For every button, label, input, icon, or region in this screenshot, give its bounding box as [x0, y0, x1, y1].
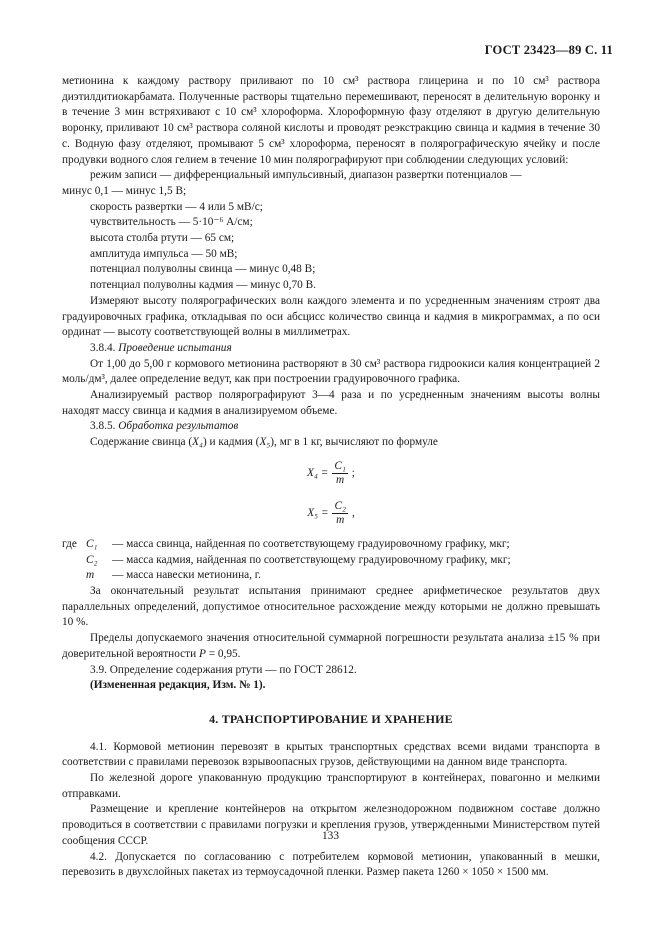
definition-row [62, 553, 600, 569]
definition-symbol: C₁ [86, 537, 98, 550]
condition-item: чувствительность — 5·10⁻⁶ А/см; [90, 216, 253, 229]
symbol: X₄ [192, 436, 203, 449]
condition-item: потенциал полуволны кадмия — минус 0,70 В. [90, 279, 316, 292]
text-run: = 0,95. [205, 647, 241, 660]
definition-row [62, 568, 600, 584]
subsection-heading [62, 419, 600, 435]
fraction-numerator: C₂ [334, 500, 346, 513]
formula-x4 [62, 457, 600, 491]
condition-item: потенциал полуволны свинца — минус 0,48 В; [90, 263, 316, 276]
condition-item: скорость развертки — 4 или 5 мВ/с; [90, 200, 263, 213]
page-content [62, 74, 600, 881]
paragraph: Анализируемый раствор полярографируют 3—4 раза и по усредненным значениям высоты волны находят массу свинца и кадмия в анализируемом объеме. [62, 389, 600, 417]
paragraph [62, 631, 600, 662]
paragraph: От 1,00 до 5,00 г кормового метионина растворяют в 30 см³ раствора гидроокиси калия концентрацией 2 моль/дм³, далее определение ведут, как при построении градуировочного графика. [62, 357, 600, 386]
definition-symbol: C₂ [86, 553, 98, 566]
fraction [332, 500, 347, 527]
subsection-title: Обработка результатов [118, 420, 239, 433]
definition-text: — масса навески метионина, г. [112, 569, 261, 582]
formula-punctuation: , [351, 507, 355, 520]
subsection-number: 3.8.4. [90, 341, 116, 354]
definition-text: — масса свинца, найденная по соответствующему градуировочному графику, мкг; [112, 537, 510, 550]
definition-label: где [62, 537, 77, 550]
definition-text: — масса кадмия, найденная по соответствующему градуировочному графику, мкг; [112, 553, 511, 566]
fraction-denominator: m [335, 474, 345, 487]
definition-row [62, 537, 600, 553]
subsection-title: Проведение испытания [118, 341, 232, 354]
condition-item: амплитуда импульса — 50 мВ; [90, 247, 238, 260]
condition-item: режим записи — дифференциальный импульсивный, диапазон развертки потенциалов — [90, 169, 522, 182]
paragraph: За окончательный результат испытания принимают среднее арифметическое результатов двух параллельных определений, допустимое относительное расхождение между которыми не должно превышать 10 %. [62, 584, 600, 629]
text-run: ) и кадмия ( [202, 436, 260, 449]
condition-item-continued: минус 0,1 — минус 1,5 В; [62, 184, 187, 197]
fraction [332, 460, 347, 487]
symbol: X₅ [259, 436, 271, 449]
paragraph [62, 435, 600, 451]
fraction-denominator: m [336, 514, 345, 527]
symbol: P [198, 647, 206, 660]
paragraph: 3.9. Определение содержания ртути — по ГОСТ 28612. [90, 663, 357, 676]
paragraph: Измеряют высоту полярографических волн каждого элемента и по усредненным значениям строят два градуировочных графика, откладывая по оси абсцисс количество свинца и кадмия в микрограммах, а по оси ординат — высоту соответствующей волны в миллиметрах. [62, 294, 600, 339]
formula-lhs: X₄ = [307, 467, 329, 480]
text-run: Пределы допускаемого значения относительной суммарной погрешности результата анализа ±15 % при доверительной вероятности [62, 632, 600, 660]
subsection-number: 3.8.5. [90, 420, 116, 433]
paragraph: 4.1. Кормовой метионин перевозят в крытых транспортных средствах всеми видами транспорта в соответствии с правилами перевозок взрывоопасных грузов, действующими на данном виде транспорта. [62, 740, 600, 769]
page-header: ГОСТ 23423—89 С. 11 [484, 43, 613, 57]
paragraph: Размещение и крепление контейнеров на открытом железнодорожном подвижном составе должно проводиться в соответствии с правилами погрузки и крепления грузов, утвержденными Министерством путей сообщения СССР. [62, 803, 600, 847]
formula-x5 [62, 497, 600, 531]
paragraph: По железной дороге упакованную продукцию транспортируют в контейнерах, повагонно и мелкими отправками. [62, 772, 600, 800]
page-number: 133 [322, 830, 339, 842]
paragraph: метионина к каждому раствору приливают по 10 см³ раствора глицерина и по 10 см³ раствора диэтилдитиокарбамата. Полученные растворы тщательно перемешивают, переносят в делительную воронку и в течение 3 мин встряхивают с 10 см³ хлороформа. Хлороформную фазу отделяют в другую делительную воронку, приливают 10 см³ раствора соляной кислоты и проводят реэкстракцию свинца и кадмия в течение 30 с. Водную фазу отделяют, промывают 5 см³ хлороформа, переносят в полярографическую ячейку и после продувки водного слоя гелием в течение 10 мин полярографируют при соблюдении следующих условий: [62, 75, 600, 166]
paragraph: 4.2. Допускается по согласованию с потребителем кормовой метионин, упакованный в мешки, перевозить в двухслойных пакетах из термоусадочной пленки. Размер пакета 1260 × 1050 × 1500 мм. [62, 850, 600, 879]
amendment-note: (Измененная редакция, Изм. № 1). [90, 679, 266, 692]
definition-spacer [62, 568, 86, 584]
fraction-numerator: C₁ [334, 460, 346, 473]
text-run: ), мг в 1 кг, вычисляют по формуле [270, 436, 438, 449]
formula-punctuation: ; [351, 467, 355, 480]
subsection-heading [62, 341, 600, 357]
formula-lhs: X₅ = [307, 507, 329, 520]
definition-symbol: m [86, 569, 95, 582]
section-title: 4. ТРАНСПОРТИРОВАНИЕ И ХРАНЕНИЕ [209, 711, 453, 726]
text-run: Содержание свинца ( [90, 436, 193, 449]
definition-spacer [62, 553, 86, 569]
condition-item: высота столба ртути — 65 см; [90, 232, 235, 245]
